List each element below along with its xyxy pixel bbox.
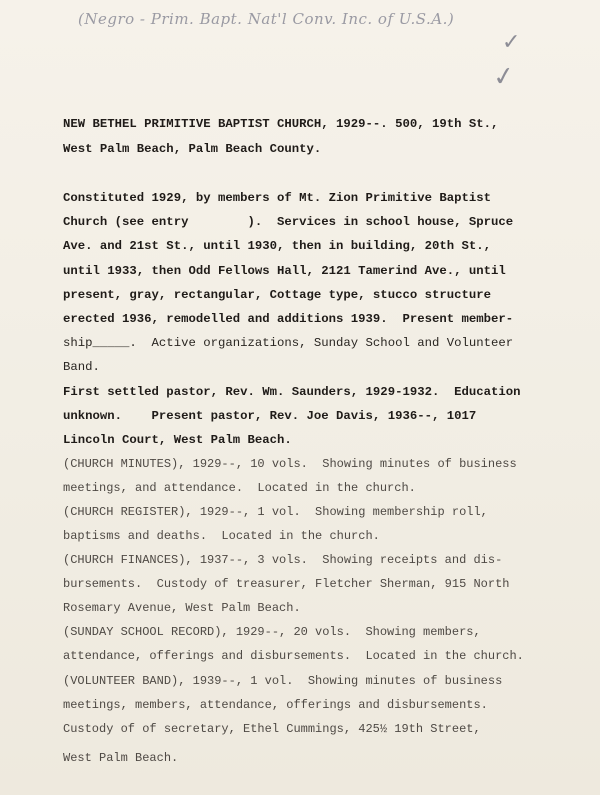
pastor-line: First settled pastor, Rev. Wm. Saunders, 1929-1932. Education bbox=[63, 385, 521, 399]
record-line: (CHURCH FINANCES), 1937--, 3 vols. Showing receipts and dis- bbox=[63, 553, 503, 567]
pastor-line: Lincoln Court, West Palm Beach. bbox=[63, 433, 292, 447]
check-mark-icon: ✓ bbox=[502, 30, 521, 55]
history-line: Ave. and 21st St., until 1930, then in building, 20th St., bbox=[63, 239, 492, 253]
history-line: until 1933, then Odd Fellows Hall, 2121 Tamerind Ave., until bbox=[63, 264, 506, 278]
record-line: meetings, members, attendance, offerings and disbursements. bbox=[63, 698, 488, 712]
record-line: (SUNDAY SCHOOL RECORD), 1929--, 20 vols. Showing members, bbox=[63, 625, 481, 639]
history-line: Constituted 1929, by members of Mt. Zion Primitive Baptist bbox=[63, 191, 492, 205]
history-line: ship_____. Active organizations, Sunday School and Volunteer bbox=[63, 336, 514, 350]
history-line: Band. bbox=[63, 360, 100, 374]
history-line: Church (see entry ). Services in school house, Spruce bbox=[63, 215, 514, 229]
record-line: attendance, offerings and disbursements. Located in the church. bbox=[63, 649, 524, 663]
heading-line: West Palm Beach, Palm Beach County. bbox=[63, 142, 322, 156]
handwritten-annotation: (Negro - Prim. Bapt. Nat'l Conv. Inc. of U.S.A.) bbox=[78, 10, 455, 28]
history-line: erected 1936, remodelled and additions 1939. Present member- bbox=[63, 312, 514, 326]
record-line: bursements. Custody of treasurer, Fletcher Sherman, 915 North bbox=[63, 577, 510, 591]
record-line: (CHURCH REGISTER), 1929--, 1 vol. Showing membership roll, bbox=[63, 505, 488, 519]
check-mark-icon: ✓ bbox=[491, 60, 517, 94]
record-line: baptisms and deaths. Located in the church. bbox=[63, 529, 380, 543]
history-line: present, gray, rectangular, Cottage type, stucco structure bbox=[63, 288, 492, 302]
pastor-line: unknown. Present pastor, Rev. Joe Davis, 1936--, 1017 bbox=[63, 409, 477, 423]
record-line: Custody of of secretary, Ethel Cummings, 425½ 19th Street, bbox=[63, 722, 481, 736]
heading-line: NEW BETHEL PRIMITIVE BAPTIST CHURCH, 1929--. 500, 19th St., bbox=[63, 117, 499, 131]
record-line: Rosemary Avenue, West Palm Beach. bbox=[63, 601, 301, 615]
record-line: West Palm Beach. bbox=[63, 751, 179, 765]
record-line: (VOLUNTEER BAND), 1939--, 1 vol. Showing minutes of business bbox=[63, 674, 503, 688]
record-line: (CHURCH MINUTES), 1929--, 10 vols. Showing minutes of business bbox=[63, 457, 517, 471]
record-line: meetings, and attendance. Located in the church. bbox=[63, 481, 416, 495]
